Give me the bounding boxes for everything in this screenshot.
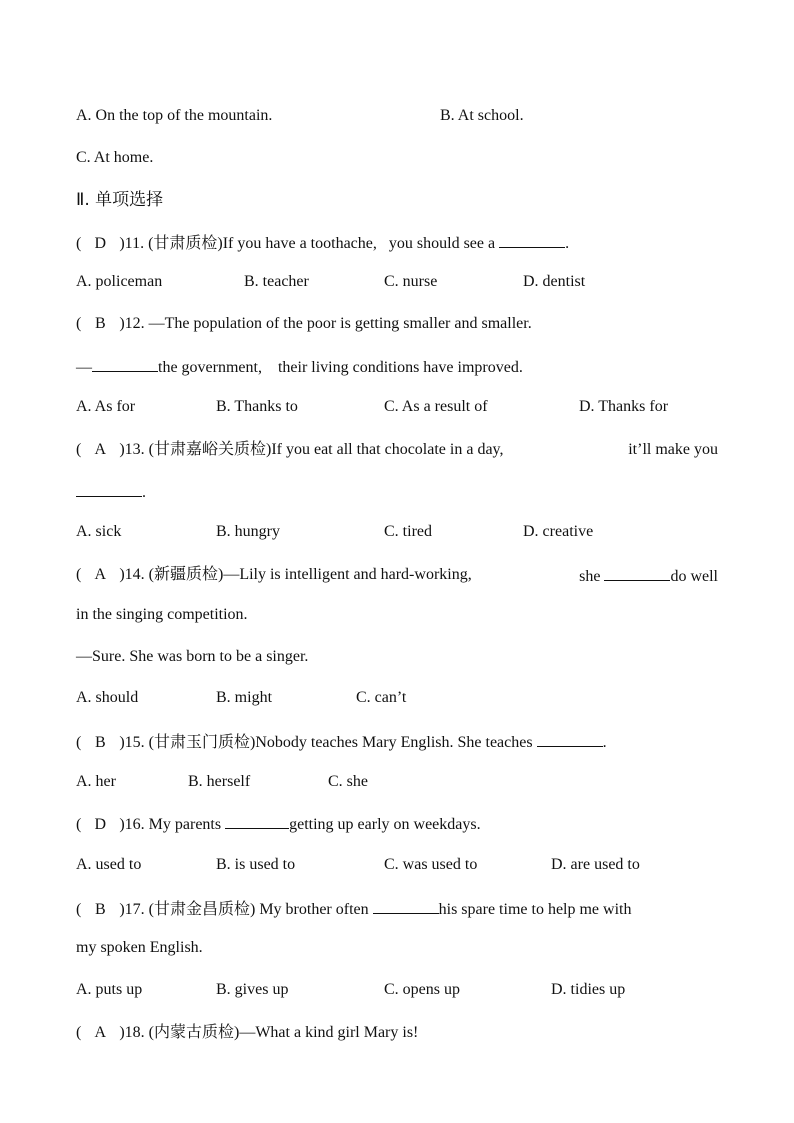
option-a: A. puts up xyxy=(76,981,143,998)
option-b: B. gives up xyxy=(216,981,289,998)
option-b: B. is used to xyxy=(216,856,296,873)
option-c: C. At home. xyxy=(76,149,154,166)
answer: B xyxy=(94,315,106,332)
question-12-line-2: — the government, their living conditions have improved. xyxy=(76,356,523,378)
option-c: C. opens up xyxy=(384,981,460,998)
option-b: B. might xyxy=(216,689,273,706)
question-12: ( B )12. —The population of the poor is getting smaller and smaller. xyxy=(76,315,532,332)
option-b: B. teacher xyxy=(244,273,309,290)
question-13: ( A )13. (甘肃嘉峪关质检)If you eat all that chocolate in a day, it’ll make you xyxy=(76,441,718,458)
answer: A xyxy=(94,441,107,458)
question-14: ( A )14. (新疆质检)—Lily is intelligent and hard-working, she do well xyxy=(76,566,718,585)
section-title: Ⅱ. 单项选择 xyxy=(76,190,164,210)
option-c: C. was used to xyxy=(384,856,478,873)
option-a: A. As for xyxy=(76,398,136,415)
question-13-line-2: . xyxy=(76,481,146,503)
question-14-line-2: in the singing competition. xyxy=(76,606,248,623)
option-a: A. sick xyxy=(76,523,122,540)
option-c: C. can’t xyxy=(356,689,407,706)
blank xyxy=(373,898,439,914)
blank xyxy=(225,813,289,829)
option-b: B. hungry xyxy=(216,523,280,540)
option-c: C. tired xyxy=(384,523,432,540)
option-d: D. are used to xyxy=(551,856,640,873)
answer: D xyxy=(94,816,107,833)
option-d: D. Thanks for xyxy=(579,398,669,415)
answer: B xyxy=(94,734,106,751)
question-18: ( A )18. (内蒙古质检)—What a kind girl Mary is! xyxy=(76,1024,419,1041)
question-14-line-3: —Sure. She was born to be a singer. xyxy=(76,648,309,665)
answer: A xyxy=(94,566,107,583)
option-c: C. nurse xyxy=(384,273,438,290)
blank xyxy=(604,565,670,581)
blank xyxy=(499,232,565,248)
answer: A xyxy=(94,1024,107,1041)
option-d: D. dentist xyxy=(523,273,586,290)
blank xyxy=(76,481,142,497)
option-b: B. herself xyxy=(188,773,251,790)
option-d: D. tidies up xyxy=(551,981,626,998)
answer: B xyxy=(94,901,106,918)
option-a: A. should xyxy=(76,689,139,706)
question-16: ( D )16. My parents getting up early on weekdays. xyxy=(76,813,481,835)
question-17: ( B )17. (甘肃金昌质检) My brother often his spare time to help me with xyxy=(76,898,718,920)
answer: D xyxy=(94,235,107,252)
question-15: ( B )15. (甘肃玉门质检)Nobody teaches Mary English. She teaches . xyxy=(76,731,607,753)
blank xyxy=(537,731,603,747)
option-a: A. policeman xyxy=(76,273,163,290)
question-11: ( D )11. (甘肃质检)If you have a toothache, you should see a . xyxy=(76,232,569,254)
option-a: A. used to xyxy=(76,856,142,873)
blank xyxy=(92,356,158,372)
option-a: A. her xyxy=(76,773,116,790)
question-17-line-2: my spoken English. xyxy=(76,939,203,956)
option-b: B. Thanks to xyxy=(216,398,298,415)
option-c: C. she xyxy=(328,773,368,790)
option-a: A. On the top of the mountain. xyxy=(76,107,273,124)
option-d: D. creative xyxy=(523,523,594,540)
option-c: C. As a result of xyxy=(384,398,488,415)
option-b: B. At school. xyxy=(440,107,524,124)
